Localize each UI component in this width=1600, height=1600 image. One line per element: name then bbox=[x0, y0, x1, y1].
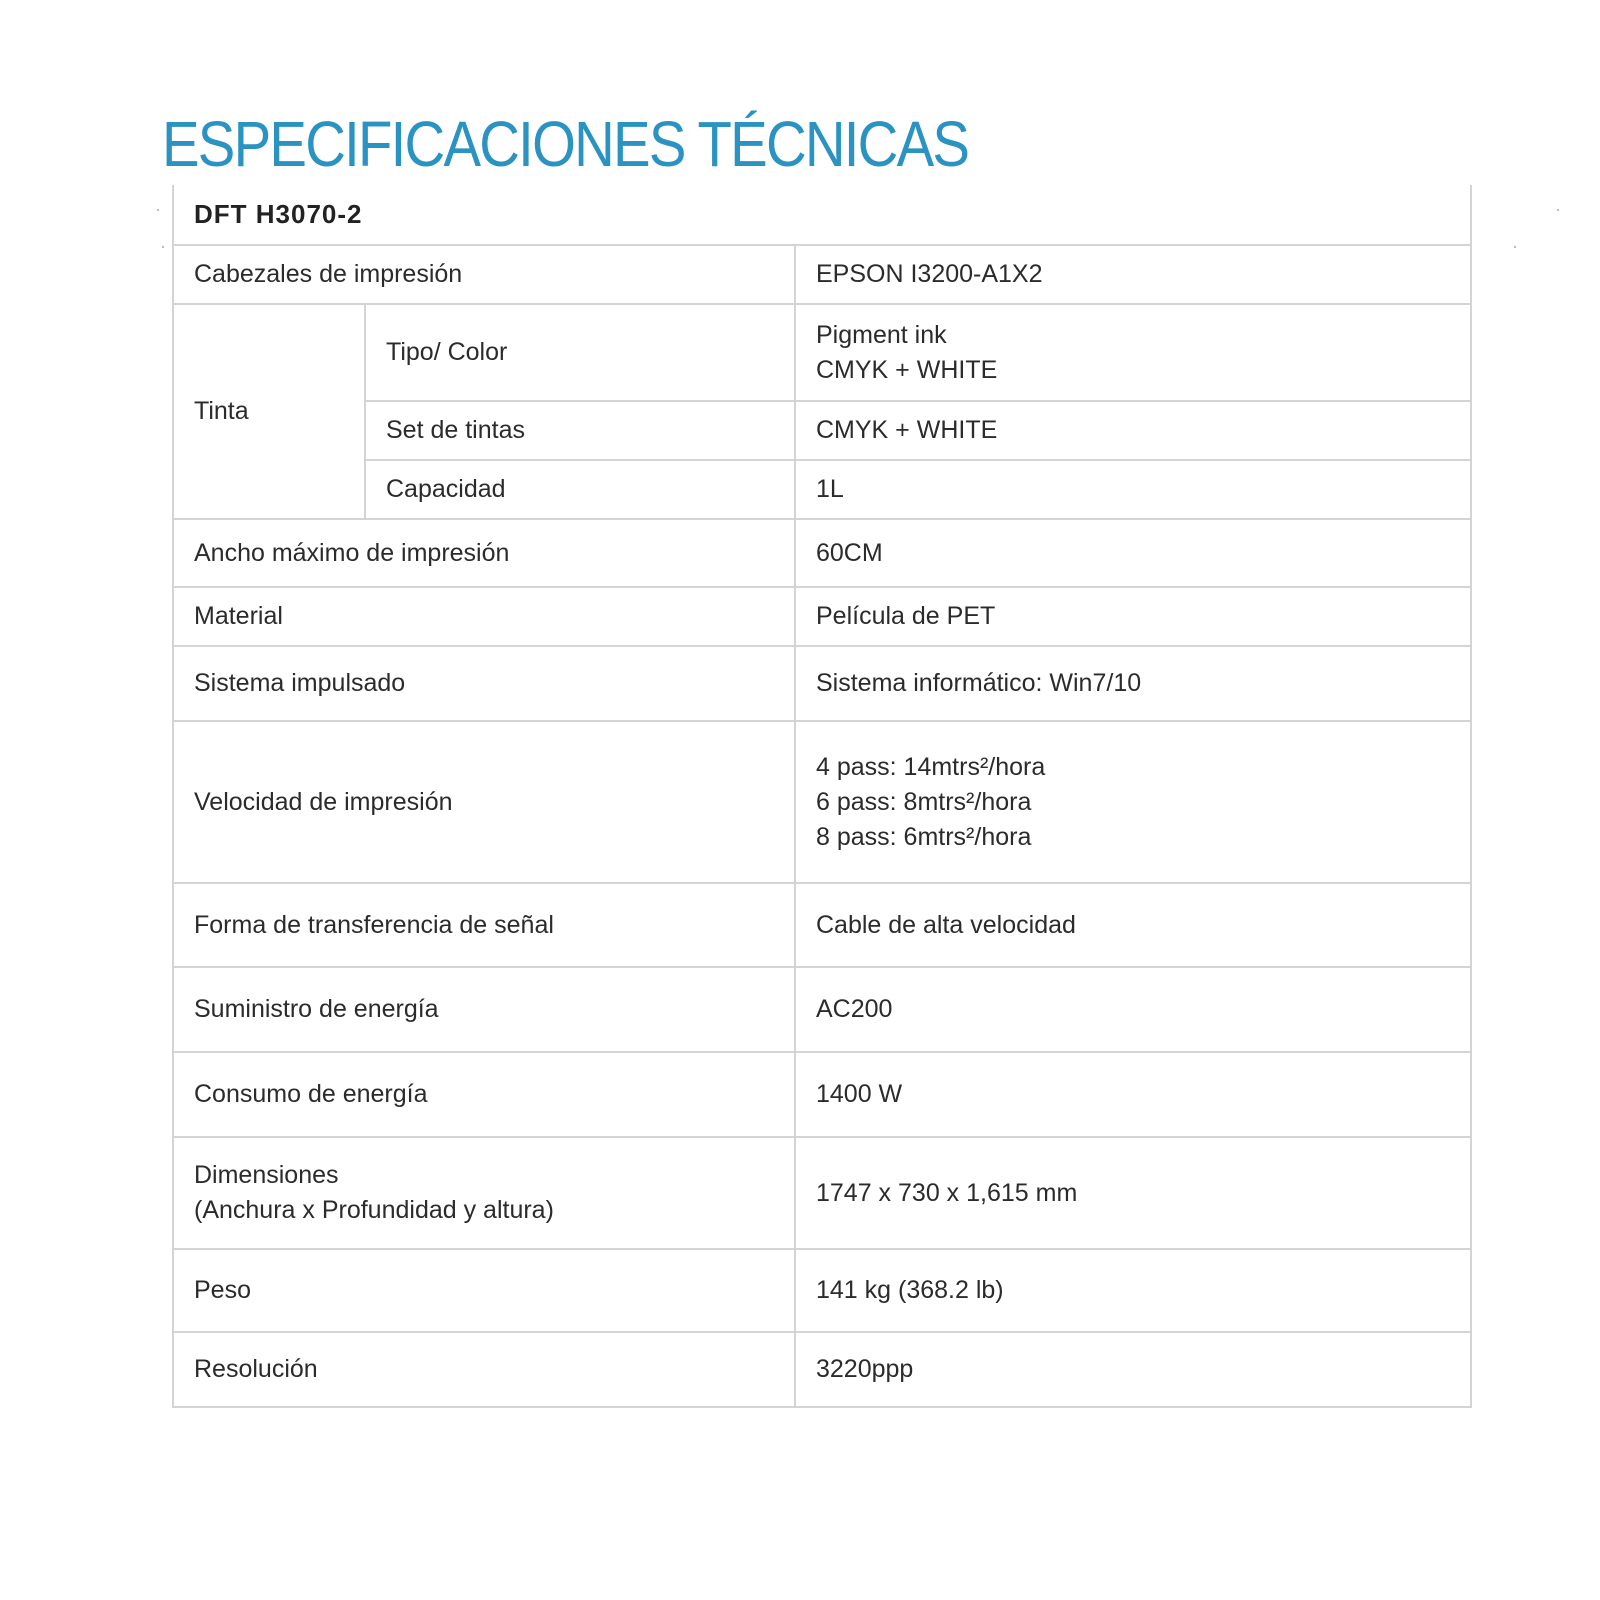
power-consumption-label: Consumo de energía bbox=[173, 1052, 795, 1137]
material-label: Material bbox=[173, 587, 795, 646]
decorative-dot bbox=[1557, 209, 1559, 211]
table-row bbox=[173, 1249, 1471, 1332]
speed-value-line: 4 pass: 14mtrs²/hora bbox=[816, 752, 1046, 781]
ink-set-label: Set de tintas bbox=[365, 401, 795, 460]
speed-value-line: 6 pass: 8mtrs²/hora bbox=[816, 787, 1032, 816]
model-row bbox=[173, 185, 1471, 245]
ink-type-value-line: CMYK + WHITE bbox=[816, 355, 998, 384]
width-label: Ancho máximo de impresión bbox=[173, 519, 795, 587]
table-row bbox=[173, 519, 1471, 587]
ink-label: Tinta bbox=[173, 304, 365, 519]
decorative-dot bbox=[1514, 246, 1516, 248]
model-name: DFT H3070-2 bbox=[173, 185, 1471, 245]
ink-capacity-value: 1L bbox=[795, 460, 1471, 519]
material-value: Película de PET bbox=[795, 587, 1471, 646]
decorative-dot bbox=[162, 246, 164, 248]
weight-value: 141 kg (368.2 lb) bbox=[795, 1249, 1471, 1332]
resolution-value: 3220ppp bbox=[795, 1332, 1471, 1407]
ink-capacity-label: Capacidad bbox=[365, 460, 795, 519]
spec-table bbox=[172, 185, 1472, 1408]
decorative-dot bbox=[157, 209, 159, 211]
power-supply-value: AC200 bbox=[795, 967, 1471, 1052]
page-title: ESPECIFICACIONES TÉCNICAS bbox=[162, 108, 969, 180]
table-row bbox=[173, 883, 1471, 967]
table-row bbox=[173, 460, 1471, 519]
dimensions-label bbox=[173, 1137, 795, 1249]
heads-value: EPSON I3200-A1X2 bbox=[795, 245, 1471, 304]
table-row bbox=[173, 1332, 1471, 1407]
table-row bbox=[173, 304, 1471, 401]
table-row bbox=[173, 587, 1471, 646]
power-supply-label: Suministro de energía bbox=[173, 967, 795, 1052]
table-row bbox=[173, 1052, 1471, 1137]
heads-label: Cabezales de impresión bbox=[173, 245, 795, 304]
resolution-label: Resolución bbox=[173, 1332, 795, 1407]
dimensions-label-line: (Anchura x Profundidad y altura) bbox=[194, 1196, 554, 1224]
table-row bbox=[173, 721, 1471, 883]
power-consumption-value: 1400 W bbox=[795, 1052, 1471, 1137]
table-row bbox=[173, 401, 1471, 460]
dimensions-value: 1747 x 730 x 1,615 mm bbox=[795, 1137, 1471, 1249]
speed-value-line: 8 pass: 6mtrs²/hora bbox=[816, 822, 1032, 851]
width-value: 60CM bbox=[795, 519, 1471, 587]
dimensions-label-line: Dimensiones bbox=[194, 1161, 339, 1189]
signal-value: Cable de alta velocidad bbox=[795, 883, 1471, 967]
signal-label: Forma de transferencia de señal bbox=[173, 883, 795, 967]
ink-type-value-line: Pigment ink bbox=[816, 320, 947, 349]
speed-label: Velocidad de impresión bbox=[173, 721, 795, 883]
table-row bbox=[173, 245, 1471, 304]
table-row bbox=[173, 1137, 1471, 1249]
weight-label: Peso bbox=[173, 1249, 795, 1332]
ink-type-value bbox=[795, 304, 1471, 401]
table-row bbox=[173, 967, 1471, 1052]
system-value: Sistema informático: Win7/10 bbox=[795, 646, 1471, 721]
speed-value bbox=[795, 721, 1471, 883]
ink-type-label: Tipo/ Color bbox=[365, 304, 795, 401]
system-label: Sistema impulsado bbox=[173, 646, 795, 721]
ink-set-value: CMYK + WHITE bbox=[795, 401, 1471, 460]
table-row bbox=[173, 646, 1471, 721]
